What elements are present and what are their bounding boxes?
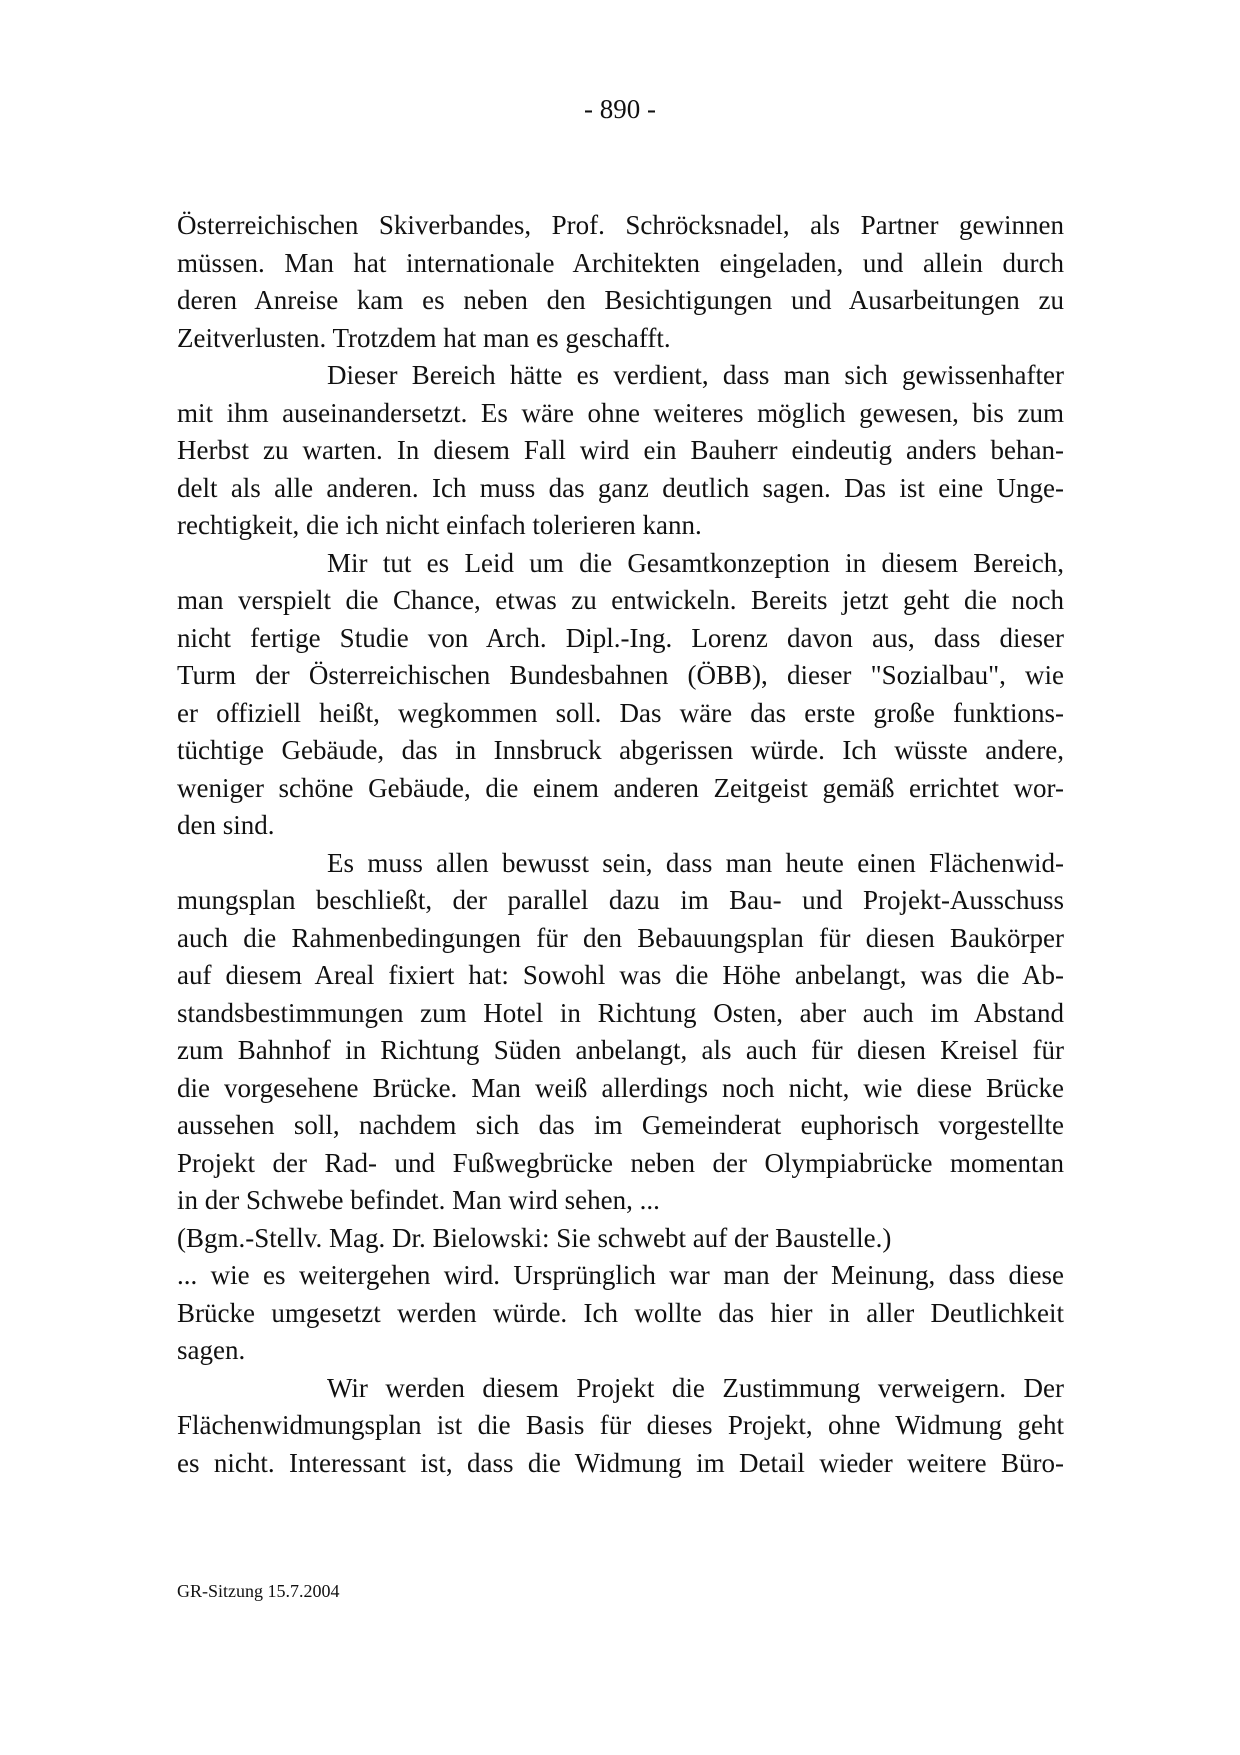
text-line: man verspielt die Chance, etwas zu entwickeln. Bereits jetzt geht die noch xyxy=(177,585,1064,615)
text-line: sagen. xyxy=(177,1335,246,1365)
text-line: weniger schöne Gebäude, die einem anderen Zeitgeist gemäß errichtet wor- xyxy=(177,772,1064,803)
footer-session-date: GR-Sitzung 15.7.2004 xyxy=(177,1581,340,1601)
text-line: aussehen soll, nachdem sich das im Gemeinderat euphorisch vorgestellte xyxy=(177,1110,1064,1140)
text-line: auf diesem Areal fixiert hat: Sowohl was die Höhe anbelangt, was die Ab- xyxy=(177,960,1064,990)
text-line: Turm der Österreichischen Bundesbahnen (ÖBB), dieser "Sozialbau", wie xyxy=(177,660,1064,690)
text-line: in der Schwebe befindet. Man wird sehen, ... xyxy=(177,1185,660,1215)
text-line: die vorgesehene Brücke. Man weiß allerdings noch nicht, wie diese Brücke xyxy=(177,1072,1064,1103)
text-line: mit ihm auseinandersetzt. Es wäre ohne weiteres möglich gewesen, bis zum xyxy=(177,397,1064,428)
text-line: Brücke umgesetzt werden würde. Ich wollte das hier in aller Deutlichkeit xyxy=(177,1297,1064,1328)
text-line: standsbestimmungen zum Hotel in Richtung Osten, aber auch im Abstand xyxy=(177,997,1064,1028)
text-line: es nicht. Interessant ist, dass die Widmung im Detail wieder weitere Büro- xyxy=(177,1447,1064,1478)
text-line: nicht fertige Studie von Arch. Dipl.-Ing. Lorenz davon aus, dass dieser xyxy=(177,622,1064,653)
text-line: er offiziell heißt, wegkommen soll. Das wäre das erste große funktions- xyxy=(177,697,1064,728)
text-line: Projekt der Rad- und Fußwegbrücke neben der Olympiabrücke momentan xyxy=(177,1147,1064,1178)
text-line: den sind. xyxy=(177,810,275,840)
page-number: - 890 - xyxy=(584,94,656,124)
text-line: Mir tut es Leid um die Gesamtkonzeption in diesem Bereich, xyxy=(327,547,1064,578)
text-line: Herbst zu warten. In diesem Fall wird ein Bauherr eindeutig anders behan- xyxy=(177,435,1064,465)
text-line: tüchtige Gebäude, das in Innsbruck abgerissen würde. Ich wüsste andere, xyxy=(177,735,1064,765)
text-line: Österreichischen Skiverbandes, Prof. Schröcksnadel, als Partner gewinnen xyxy=(177,210,1064,240)
text-line: mungsplan beschließt, der parallel dazu im Bau- und Projekt-Ausschuss xyxy=(177,885,1064,915)
text-line: (Bgm.-Stellv. Mag. Dr. Bielowski: Sie schwebt auf der Baustelle.) xyxy=(177,1222,892,1253)
text-line: Es muss allen bewusst sein, dass man heute einen Flächenwid- xyxy=(327,847,1064,878)
text-line: delt als alle anderen. Ich muss das ganz deutlich sagen. Das ist eine Unge- xyxy=(177,472,1064,503)
body-text xyxy=(177,207,1064,1482)
text-line: rechtigkeit, die ich nicht einfach tolerieren kann. xyxy=(177,510,702,540)
text-line: müssen. Man hat internationale Architekten eingeladen, und allein durch xyxy=(177,247,1064,278)
text-line: Dieser Bereich hätte es verdient, dass man sich gewissenhafter xyxy=(327,360,1064,390)
text-line: Wir werden diesem Projekt die Zustimmung verweigern. Der xyxy=(327,1372,1064,1403)
text-line: ... wie es weitergehen wird. Ursprünglich war man der Meinung, dass diese xyxy=(177,1260,1064,1290)
text-line: zum Bahnhof in Richtung Süden anbelangt, als auch für diesen Kreisel für xyxy=(177,1035,1064,1065)
text-line: auch die Rahmenbedingungen für den Bebauungsplan für diesen Baukörper xyxy=(177,922,1064,953)
text-line: deren Anreise kam es neben den Besichtigungen und Ausarbeitungen zu xyxy=(177,285,1064,315)
text-line: Zeitverlusten. Trotzdem hat man es geschafft. xyxy=(177,322,671,353)
text-line: Flächenwidmungsplan ist die Basis für dieses Projekt, ohne Widmung geht xyxy=(177,1410,1064,1440)
